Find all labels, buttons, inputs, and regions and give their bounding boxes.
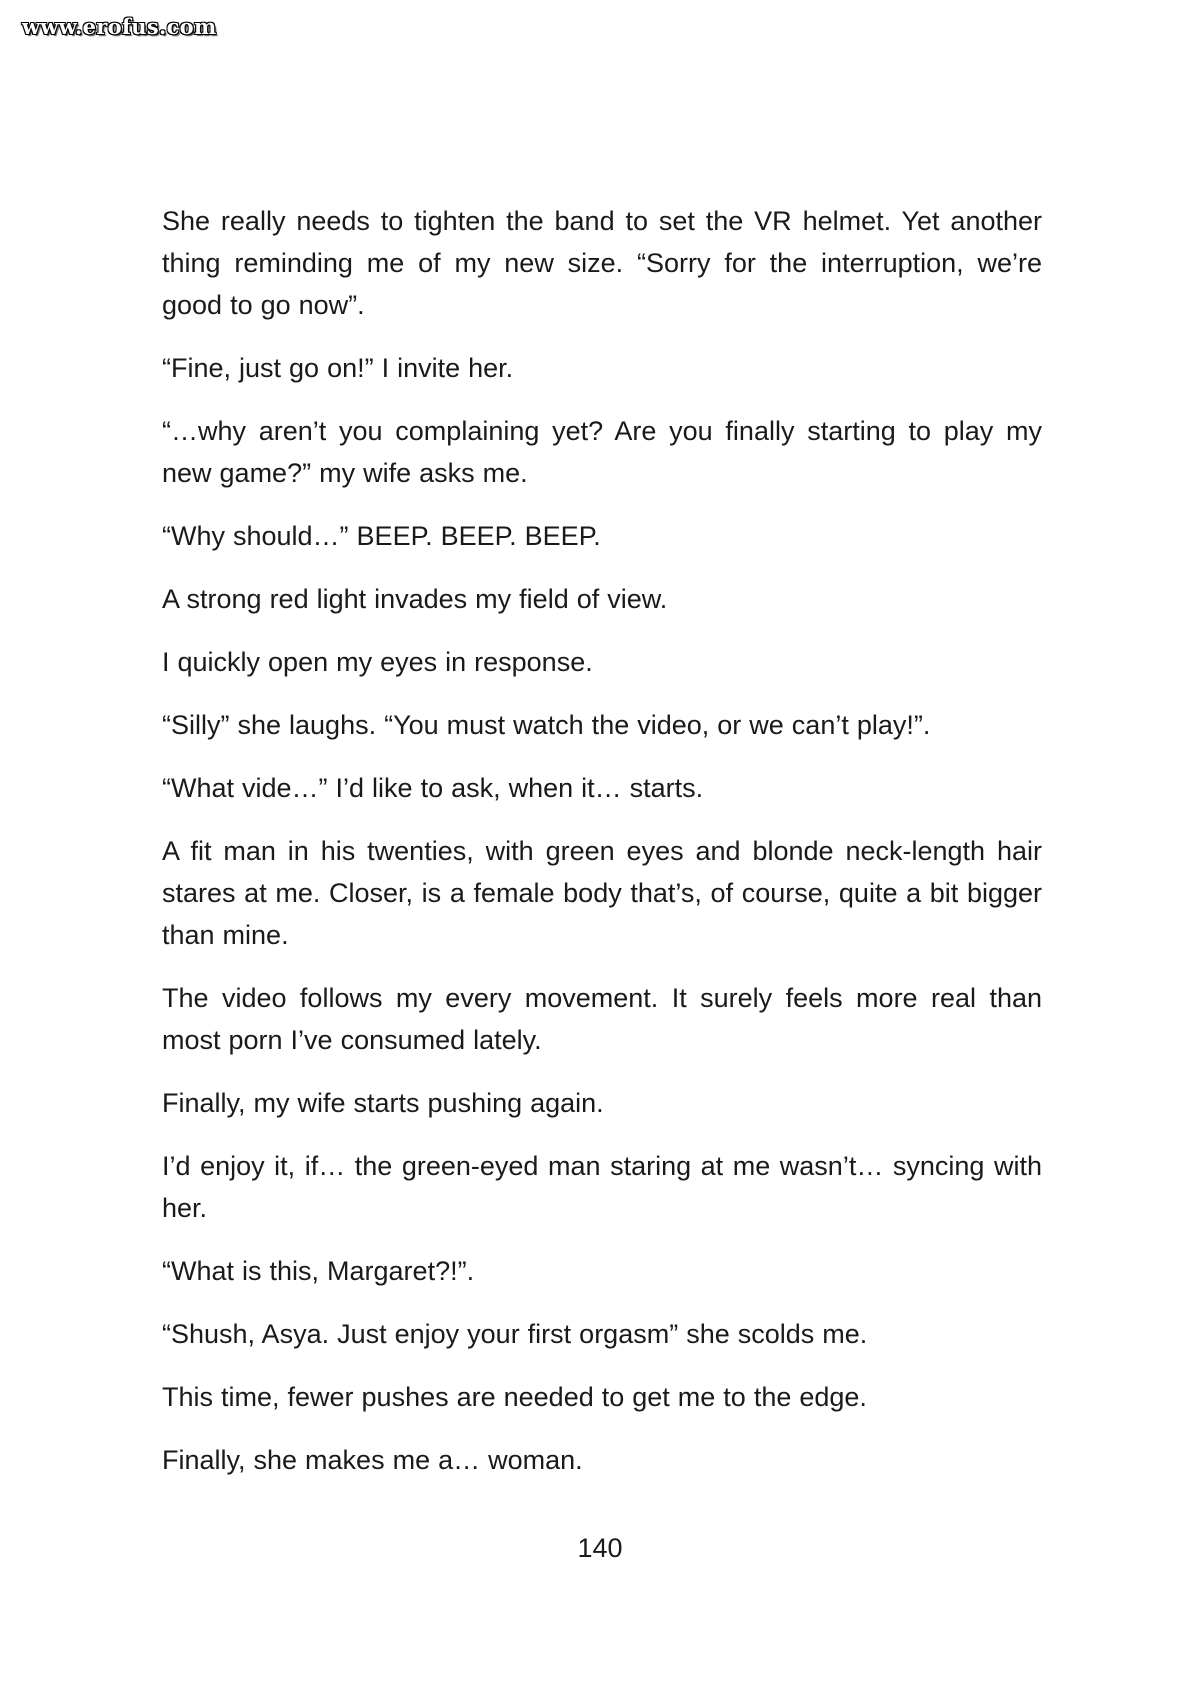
site-watermark: www.erofus.com <box>22 14 217 39</box>
paragraph: “What vide…” I’d like to ask, when it… starts. <box>162 773 704 803</box>
paragraph: “Why should…” BEEP. BEEP. BEEP. <box>162 521 601 551</box>
paragraph: A fit man in his twenties, with green eyes and blonde neck-length hair stares at me. Closer, is a female body that’s, of course, quite a bit bigger than mine. <box>162 836 1042 950</box>
paragraph: I’d enjoy it, if… the green-eyed man staring at me wasn’t… syncing with her. <box>162 1151 1042 1223</box>
paragraph: She really needs to tighten the band to set the VR helmet. Yet another thing reminding me of my new size. “Sorry for the interruption, we’re good to go now”. <box>162 206 1042 320</box>
paragraph: I quickly open my eyes in response. <box>162 647 593 677</box>
paragraph: Finally, she makes me a… woman. <box>162 1445 583 1475</box>
paragraph: “Shush, Asya. Just enjoy your first orgasm” she scolds me. <box>162 1319 868 1349</box>
paragraph: The video follows my every movement. It surely feels more real than most porn I’ve consumed lately. <box>162 983 1042 1055</box>
paragraph: “…why aren’t you complaining yet? Are you finally starting to play my new game?” my wife asks me. <box>162 416 1042 488</box>
paragraph: This time, fewer pushes are needed to get me to the edge. <box>162 1382 867 1412</box>
paragraph: A strong red light invades my field of view. <box>162 584 668 614</box>
page-body <box>162 200 1042 1502</box>
paragraph: “Fine, just go on!” I invite her. <box>162 353 514 383</box>
paragraph: Finally, my wife starts pushing again. <box>162 1088 604 1118</box>
page-number: 140 <box>577 1533 623 1563</box>
paragraph: “What is this, Margaret?!”. <box>162 1256 475 1286</box>
paragraph: “Silly” she laughs. “You must watch the video, or we can’t play!”. <box>162 710 931 740</box>
